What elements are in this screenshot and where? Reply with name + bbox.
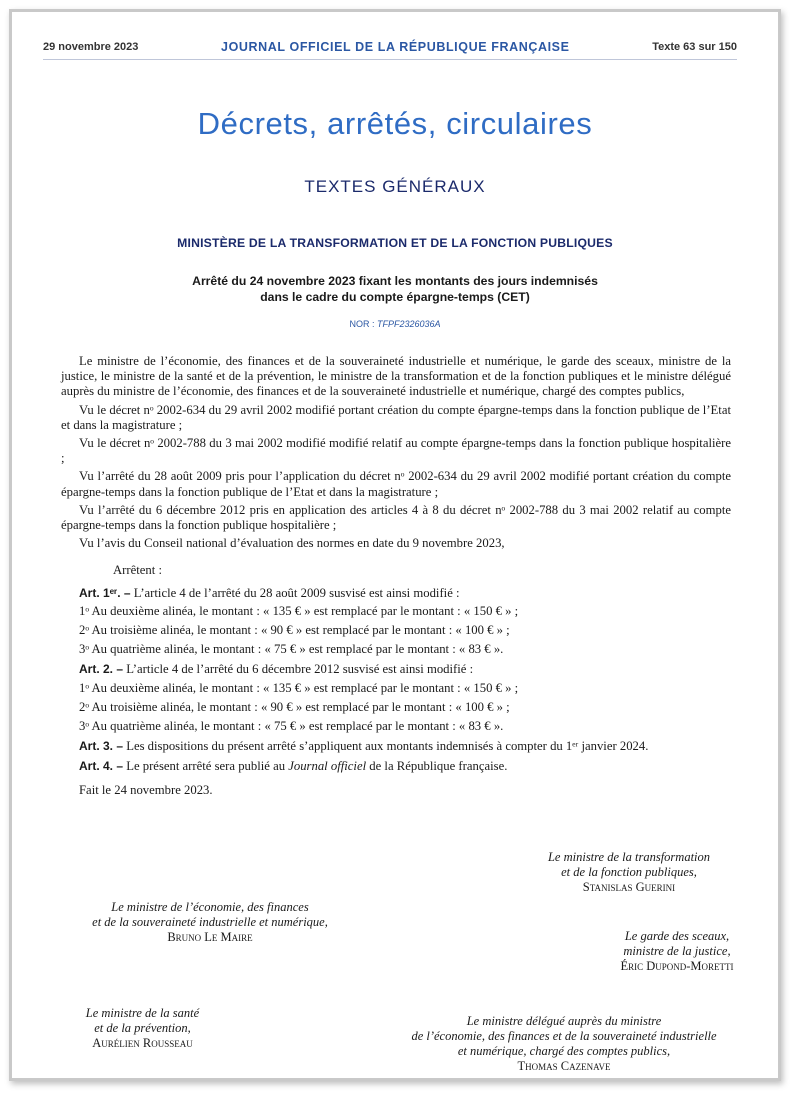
signature-role: ministre de la justice, xyxy=(623,944,731,958)
signature-name: Stanislas Guerini xyxy=(582,880,676,894)
article-label: Art. 4. – xyxy=(79,759,124,774)
signature-name: Aurélien Rousseau xyxy=(92,1036,193,1050)
article-text: Les dispositions du présent arrêté s’appliquent aux montants indemnisés à compter du 1ᵉʳ janvier 2024. xyxy=(123,739,649,754)
arrete-title xyxy=(12,273,778,305)
section-title: Décrets, arrêtés, circulaires xyxy=(197,106,593,141)
signature-role: Le ministre délégué auprès du ministre xyxy=(466,1014,662,1028)
article-item: 2ᵒ Au troisième alinéa, le montant : « 90 € » est remplacé par le montant : « 100 € » ; xyxy=(79,623,510,638)
article-3 xyxy=(61,739,731,754)
sub-title: TEXTES GÉNÉRAUX xyxy=(304,177,486,196)
signature-role: et numérique, chargé des comptes publics, xyxy=(457,1044,671,1058)
header-texte-number: Texte 63 sur 150 xyxy=(652,41,737,53)
header-journal-title: JOURNAL OFFICIEL DE LA RÉPUBLIQUE FRANÇAISE xyxy=(221,40,570,54)
article-text: L’article 4 de l’arrêté du 6 décembre 2012 susvisé est ainsi modifié : xyxy=(123,662,474,677)
signature-role: Le ministre de la transformation xyxy=(547,850,711,864)
article-4 xyxy=(61,759,731,774)
nor-label: NOR : xyxy=(349,319,377,329)
journal-officiel-italic: Journal officiel xyxy=(288,759,367,774)
article-label: Art. 1ᵉʳ. – xyxy=(79,585,131,600)
arrete-title-line: dans le cadre du compte épargne-temps (CET) xyxy=(260,290,530,304)
signature-name: Bruno Le Maire xyxy=(167,930,253,944)
article-item: 3ᵒ Au quatrième alinéa, le montant : « 75 € » est remplacé par le montant : « 83 € ». xyxy=(79,719,504,734)
visa-paragraph: Vu l’arrêté du 28 août 2009 pris pour l’application du décret nᵒ 2002-634 du 29 avril 2002 modifié portant création du compte épargne-temps dans la fonction publique de l’Etat et dans la magistrature ; xyxy=(61,469,731,499)
arretent-line: Arrêtent : xyxy=(113,563,162,578)
journal-header xyxy=(43,40,737,60)
signature-role: de l’économie, des finances et de la souveraineté industrielle xyxy=(411,1029,717,1043)
signature-economie xyxy=(55,900,365,945)
article-label: Art. 2. – xyxy=(79,662,124,677)
signature-role: et de la souveraineté industrielle et numérique, xyxy=(92,915,328,929)
signature-role: Le garde des sceaux, xyxy=(624,929,730,943)
signature-comptes-publics xyxy=(374,1014,754,1074)
article-label: Art. 3. – xyxy=(79,739,124,754)
signature-name: Thomas Cazenave xyxy=(517,1059,611,1073)
signature-transformation xyxy=(499,850,759,895)
signature-name: Éric Dupond-Moretti xyxy=(620,959,734,973)
article-text: L’article 4 de l’arrêté du 28 août 2009 susvisé est ainsi modifié : xyxy=(130,585,460,600)
signature-role: et de la fonction publiques, xyxy=(561,865,697,879)
document-body xyxy=(61,354,731,801)
visa-paragraph: Vu le décret nᵒ 2002-788 du 3 mai 2002 modifié modifié relatif au compte épargne-temps dans la fonction publique hospitalière ; xyxy=(61,436,731,466)
article-2 xyxy=(61,662,731,677)
document-page xyxy=(12,12,778,1078)
signature-role: Le ministre de la santé xyxy=(85,1006,200,1020)
fait-le-date: Fait le 24 novembre 2023. xyxy=(79,782,213,797)
header-date: 29 novembre 2023 xyxy=(43,41,139,53)
signature-role: Le ministre de l’économie, des finances xyxy=(111,900,309,914)
article-1 xyxy=(61,586,731,601)
article-text: Le présent arrêté sera publié au xyxy=(123,759,289,774)
article-item: 2ᵒ Au troisième alinéa, le montant : « 90 € » est remplacé par le montant : « 100 € » ; xyxy=(79,699,510,714)
nor-code: TFPF2326036A xyxy=(376,319,441,329)
visa-paragraph: Vu l’arrêté du 6 décembre 2012 pris en application des articles 4 à 8 du décret nᵒ 2002-788 du 3 mai 2002 relatif au compte épargne-temps dans la fonction publique hospitalière ; xyxy=(61,502,731,533)
signature-justice xyxy=(592,929,762,974)
arrete-title-line: Arrêté du 24 novembre 2023 fixant les montants des jours indemnisés xyxy=(192,274,598,288)
visa-paragraph: Vu l’avis du Conseil national d’évaluation des normes en date du 9 novembre 2023, xyxy=(79,536,505,551)
document-frame xyxy=(9,9,781,1081)
article-item: 1ᵒ Au deuxième alinéa, le montant : « 135 € » est remplacé par le montant : « 150 € » ; xyxy=(79,680,519,695)
ministry-heading: MINISTÈRE DE LA TRANSFORMATION ET DE LA FONCTION PUBLIQUES xyxy=(177,236,613,250)
article-item: 3ᵒ Au quatrième alinéa, le montant : « 75 € » est remplacé par le montant : « 83 € ». xyxy=(79,642,504,657)
article-item: 1ᵒ Au deuxième alinéa, le montant : « 135 € » est remplacé par le montant : « 150 € » ; xyxy=(79,603,519,618)
visa-paragraph: Vu le décret nᵒ 2002-634 du 29 avril 2002 modifié portant création du compte épargne-temps dans la fonction publique de l’Etat et dans la magistrature ; xyxy=(61,402,731,432)
signature-role: et de la prévention, xyxy=(94,1021,191,1035)
preamble-paragraph: Le ministre de l’économie, des finances et de la souveraineté industrielle et numérique, le garde des sceaux, ministre de la justice, le ministre de la santé et de la prévention, le ministre de la transformation et de la fonction publiques et le ministre délégué auprès du ministre de l’économie, des finances et de la souveraineté industrielle et numérique, chargé des comptes publics, xyxy=(61,354,731,399)
article-text: de la République française. xyxy=(366,759,508,774)
signature-sante xyxy=(55,1006,230,1051)
nor-reference xyxy=(12,319,778,329)
